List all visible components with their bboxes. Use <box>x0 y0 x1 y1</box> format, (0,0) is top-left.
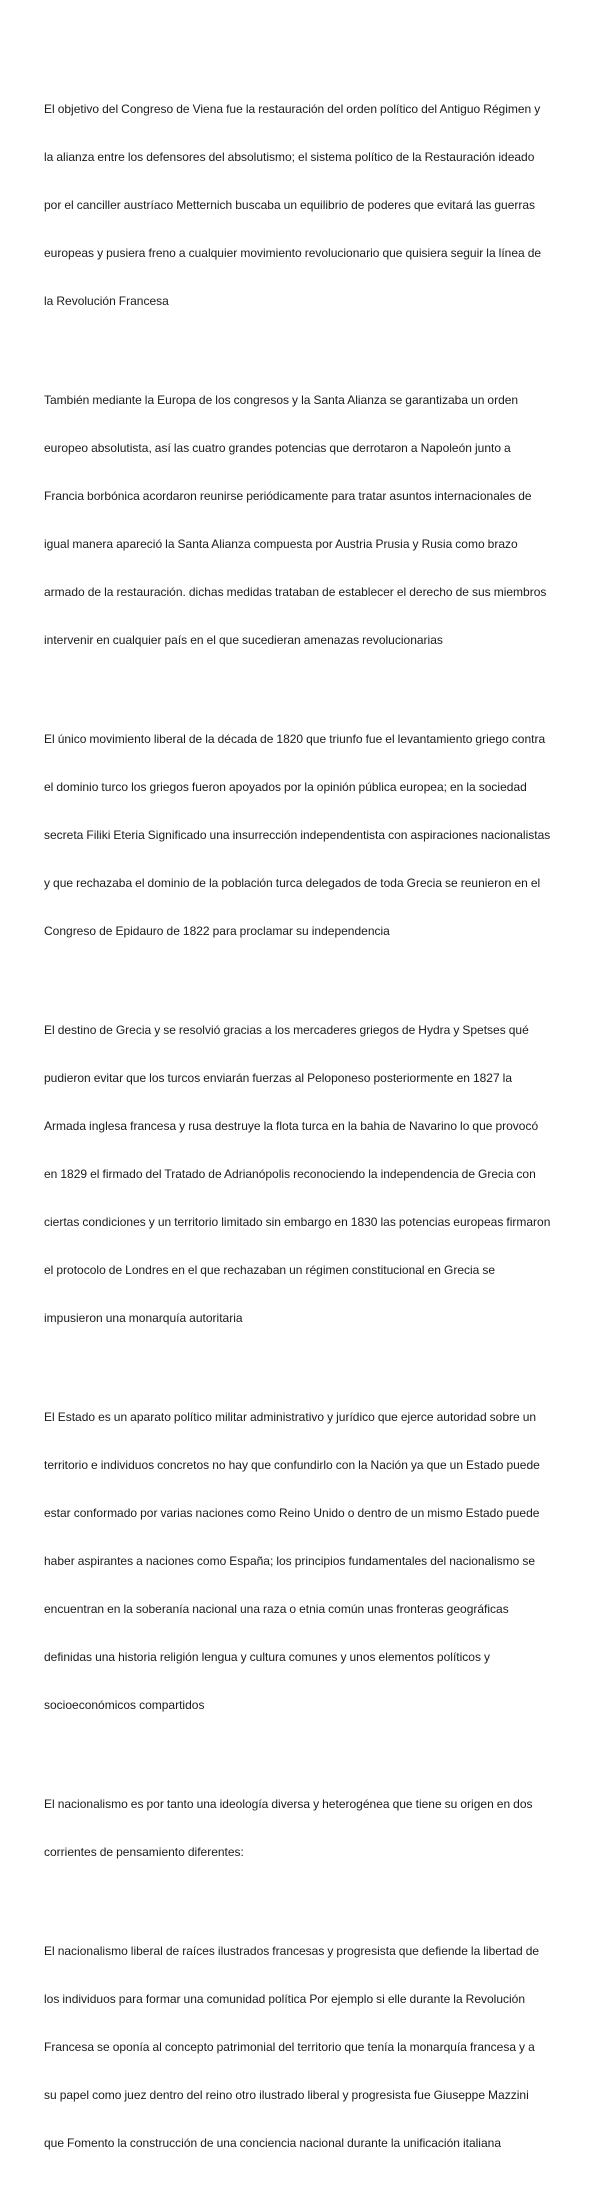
text-line: europeas y pusiera freno a cualquier movimiento revolucionario que quisiera seguir la línea de <box>44 246 542 260</box>
text-line: definidas una historia religión lengua y cultura comunes y unos elementos políticos y <box>44 1650 490 1664</box>
paragraph-levantamiento-griego <box>44 699 564 971</box>
text-line: en 1829 el firmado del Tratado de Adrianópolis reconociendo la independencia de Grecia con <box>44 1167 536 1181</box>
text-line: El destino de Grecia y se resolvió gracias a los mercaderes griegos de Hydra y Spetses qué <box>44 1023 529 1037</box>
text-line: que Fomento la construcción de una conciencia nacional durante la unificación italiana <box>44 2136 501 2150</box>
text-line: encuentran en la soberanía nacional una raza o etnia común unas fronteras geográficas <box>44 1602 509 1616</box>
text-line: El objetivo del Congreso de Viena fue la restauración del orden político del Antiguo Régimen y <box>44 102 541 116</box>
text-line: la alianza entre los defensores del absolutismo; el sistema político de la Restauración ideado <box>44 150 535 164</box>
text-line: su papel como juez dentro del reino otro ilustrado liberal y progresista fue Giuseppe Mazzini <box>44 2088 529 2102</box>
text-line: intervenir en cualquier país en el que sucedieran amenazas revolucionarias <box>44 633 443 647</box>
paragraph-santa-alianza <box>44 360 564 680</box>
document-page <box>44 69 564 2202</box>
text-line: impusieron una monarquía autoritaria <box>44 1311 243 1325</box>
text-line: Francia borbónica acordaron reunirse periódicamente para tratar asuntos internacionales de <box>44 489 532 503</box>
text-line: la Revolución Francesa <box>44 294 169 308</box>
text-line: secreta Filiki Eteria Significado una insurrección independentista con aspiraciones nacionalistas <box>44 828 551 842</box>
text-line: estar conformado por varias naciones como Reino Unido o dentro de un mismo Estado puede <box>44 1506 540 1520</box>
text-line: corrientes de pensamiento diferentes: <box>44 1845 244 1859</box>
text-line: y que rechazaba el dominio de la población turca delegados de toda Grecia se reunieron en el <box>44 876 541 890</box>
text-line: territorio e individuos concretos no hay que confundirlo con la Nación ya que un Estado puede <box>44 1458 540 1472</box>
text-line: los individuos para formar una comunidad política Por ejemplo si elle durante la Revolución <box>44 1992 526 2006</box>
text-line: europeo absolutista, así las cuatro grandes potencias que derrotaron a Napoleón junto a <box>44 441 511 455</box>
paragraph-estado <box>44 1377 564 1745</box>
text-line: El nacionalismo es por tanto una ideología diversa y heterogénea que tiene su origen en dos <box>44 1797 533 1811</box>
text-line: El nacionalismo liberal de raíces ilustrados francesas y progresista que defiende la libertad de <box>44 1944 540 1958</box>
text-line: Francesa se oponía al concepto patrimonial del territorio que tenía la monarquía francesa y a <box>44 2040 535 2054</box>
text-line: Congreso de Epidauro de 1822 para proclamar su independencia <box>44 924 390 938</box>
text-line: armado de la restauración. dichas medidas trataban de establecer el derecho de sus miembros <box>44 585 547 599</box>
text-line: El único movimiento liberal de la década de 1820 que triunfo fue el levantamiento griego contra <box>44 732 546 746</box>
text-line: por el canciller austríaco Metternich buscaba un equilibrio de poderes que evitará las guerras <box>44 198 536 212</box>
text-line: Armada inglesa francesa y rusa destruye la flota turca en la bahia de Navarino lo que provocó <box>44 1119 539 1133</box>
paragraph-destino-grecia <box>44 990 564 1358</box>
text-line: el dominio turco los griegos fueron apoyados por la opinión pública europea; en la sociedad <box>44 780 527 794</box>
paragraph-nacionalismo-liberal <box>44 1911 564 2183</box>
text-line: El Estado es un aparato político militar administrativo y jurídico que ejerce autoridad sobre un <box>44 1410 537 1424</box>
text-line: pudieron evitar que los turcos enviarán fuerzas al Peloponeso posteriormente en 1827 la <box>44 1071 513 1085</box>
text-line: haber aspirantes a naciones como España; los principios fundamentales del nacionalismo se <box>44 1554 535 1568</box>
text-line: el protocolo de Londres en el que rechazaban un régimen constitucional en Grecia se <box>44 1263 496 1277</box>
paragraph-congreso-viena <box>44 69 564 341</box>
paragraph-nacionalismo-ideologia <box>44 1764 564 1892</box>
text-line: socioeconómicos compartidos <box>44 1698 205 1712</box>
text-line: También mediante la Europa de los congresos y la Santa Alianza se garantizaba un orden <box>44 393 519 407</box>
text-line: igual manera apareció la Santa Alianza compuesta por Austria Prusia y Rusia como brazo <box>44 537 518 551</box>
text-line: ciertas condiciones y un territorio limitado sin embargo en 1830 las potencias europeas firmaron <box>44 1215 551 1229</box>
